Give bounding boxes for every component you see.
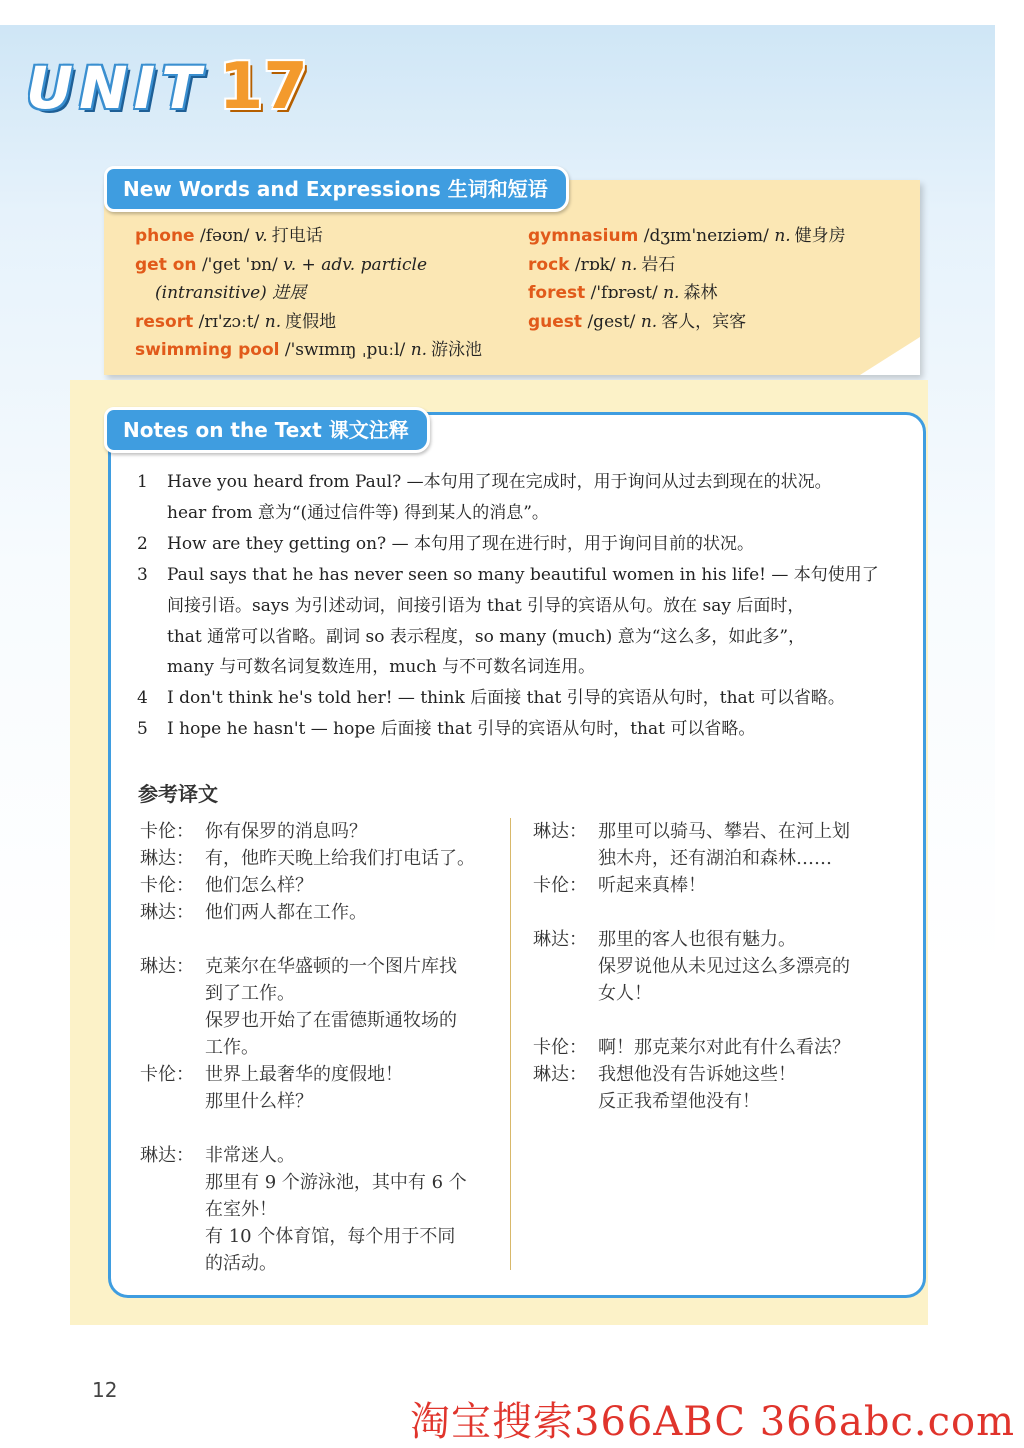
dialogue-text: 在室外！ [205,1199,277,1220]
dialogue-text: 保罗也开始了在雷德斯通牧场的 [205,1010,457,1031]
word-def: 客人，宾客 [661,311,747,332]
notes-header: Notes on the Text 课文注释 [104,407,430,453]
note-item [137,683,845,714]
unit-title [26,50,308,124]
dialogue-line [140,845,475,872]
dialogue-text: 那里什么样？ [205,1091,313,1112]
word-ipa: /'get 'ɒn/ [201,254,278,275]
dialogue-text: 保罗说他从未见过这么多漂亮的 [598,956,850,977]
note-line: Have you heard from Paul? —本句用了现在完成时，用于询问从过去到现在的状况。 [167,472,832,492]
word-ipa: /fəʊn/ [200,226,250,246]
dialogue-text: 听起来真棒！ [598,875,706,896]
dialogue-line [140,1223,455,1250]
dialogue-line [140,953,457,980]
translation-title: 参考译文 [138,782,218,806]
dialogue-text: 我想他没有告诉她这些！ [598,1064,796,1085]
note-number: 4 [137,688,148,708]
dialogue-text: 女人！ [598,983,652,1004]
word-ipa: /gest/ [587,311,636,332]
speaker: 琳达： [140,956,194,977]
note-item [137,529,754,560]
note-number: 5 [137,719,148,739]
note-line: How are they getting on? — 本句用了现在进行时，用于询问目前的状况。 [167,534,754,554]
dialogue-text: 你有保罗的消息吗？ [205,821,367,842]
word-term: gymnasium [528,226,639,246]
dialogue-line [140,1142,295,1169]
dialogue-text: 到了工作。 [205,983,295,1004]
word-def: 打电话 [271,226,323,246]
word-ipa: /rɪ'zɔːt/ [198,311,260,332]
unit-number: 17 [218,50,308,124]
note-line: many 与可数名词复数连用，much 与不可数名词连用。 [167,657,596,678]
dialogue-line [140,1088,313,1115]
speaker: 卡伦： [533,875,587,896]
note-number: 2 [137,534,148,554]
word-entry [528,222,908,251]
speaker: 琳达： [140,1145,194,1166]
dialogue-text: 克莱尔在华盛顿的一个图片库找 [205,956,457,977]
note-number: 3 [137,565,148,585]
speaker: 琳达： [533,929,587,950]
words-left-column [135,222,515,365]
word-entry [528,251,908,280]
word-entry [135,222,515,251]
note-line: I hope he hasn't — hope 后面接 that 引导的宾语从句时，that 可以省略。 [167,719,756,739]
note-number: 1 [137,472,148,492]
word-term: resort [135,311,194,332]
dialogue-line [140,1061,403,1088]
column-divider [510,818,511,1270]
dialogue-line [140,872,313,899]
word-term: phone [135,226,195,246]
words-right-column [528,222,908,336]
speaker: 卡伦： [140,821,194,842]
word-ipa: /rɒk/ [574,254,616,275]
speaker: 琳达： [533,821,587,842]
note-line: hear from 意为“(通过信件等) 得到某人的消息”。 [167,502,549,523]
word-pos: n. [774,226,791,246]
word-pos: v. + adv. particle [283,254,428,275]
word-entry [135,251,515,280]
dialogue-line [533,926,796,953]
word-def: 岩石 [641,254,676,275]
dialogue-text: 的活动。 [205,1253,277,1274]
dialogue-line [533,980,652,1007]
speaker: 琳达： [533,1064,587,1085]
word-pos: n. [621,254,638,275]
dialogue-text: 有 10 个体育馆，每个用于不同 [205,1226,456,1247]
dialogue-text: 世界上最奢华的度假地！ [205,1064,403,1085]
speaker: 琳达： [140,902,194,923]
dialogue-line [140,1169,467,1196]
dialogue-line [533,953,850,980]
dialogue-line [140,1250,277,1277]
dialogue-line [140,1034,259,1061]
note-line: Paul says that he has never seen so many beautiful women in his life! — 本句使用了 [167,565,879,585]
word-ipa: /dʒɪm'neɪziəm/ [643,226,769,246]
dialogue-line [533,872,706,899]
word-entry-continued [135,279,515,308]
speaker: 卡伦： [140,1064,194,1085]
word-pos: n. [410,340,428,360]
word-term: forest [528,283,586,303]
word-entry [528,279,908,308]
dialogue-text: 那里可以骑马、攀岩、在河上划 [598,821,850,842]
dialogue-line [140,899,367,926]
page-number: 12 [92,1378,118,1402]
note-line: 间接引语。says 为引述动词，间接引语为 that 引导的宾语从句。放在 say 后面时， [167,595,805,616]
word-def: (intransitive) 进展 [155,283,307,303]
dialogue-line [140,1007,457,1034]
dialogue-text: 反正我希望他没有！ [598,1091,760,1112]
note-item [137,714,756,745]
word-pos: v. [254,226,268,246]
word-def: 度假地 [285,311,337,332]
word-term: rock [528,254,570,275]
dialogue-line [140,818,367,845]
watermark-text: 淘宝搜索366ABC 366abc.com [410,1399,1016,1445]
word-pos: n. [640,311,658,332]
dialogue-text: 独木舟，还有湖泊和森林…… [598,848,832,869]
note-line: I don't think he's told her! — think 后面接 that 引导的宾语从句时，that 可以省略。 [167,688,845,708]
word-ipa: /'swɪmɪŋ ˌpuːl/ [284,340,406,360]
word-pos: n. [264,311,282,332]
speaker: 卡伦： [533,1037,587,1058]
dialogue-text: 他们怎么样？ [205,875,313,896]
dialogue-text: 工作。 [205,1037,259,1058]
word-entry [135,308,515,337]
dialogue-line [533,845,832,872]
words-header: New Words and Expressions 生词和短语 [104,166,569,212]
dialogue-line [533,1034,850,1061]
dialogue-line [533,1061,796,1088]
word-pos: n. [663,283,680,303]
note-item [137,467,832,529]
word-def: 游泳池 [431,340,483,360]
dialogue-line [140,1196,277,1223]
word-term: get on [135,254,197,275]
dialogue-text: 那里的客人也很有魅力。 [598,929,796,950]
dialogue-text: 有，他昨天晚上给我们打电话了。 [205,848,475,869]
word-ipa: /'fɒrəst/ [590,283,658,303]
word-term: swimming pool [135,340,280,360]
speaker: 卡伦： [140,875,194,896]
dialogue-text: 他们两人都在工作。 [205,902,367,923]
note-item [137,560,879,683]
dialogue-line [533,818,850,845]
dialogue-text: 啊！那克莱尔对此有什么看法？ [598,1037,850,1058]
speaker: 琳达： [140,848,194,869]
word-term: guest [528,311,583,332]
dialogue-line [533,1088,760,1115]
word-def: 健身房 [794,226,846,246]
word-entry [135,336,515,365]
word-entry [528,308,908,337]
dialogue-text: 非常迷人。 [205,1145,295,1166]
unit-word: UNIT [26,54,207,122]
dialogue-line [140,980,295,1007]
dialogue-text: 那里有 9 个游泳池，其中有 6 个 [205,1172,467,1193]
word-def: 森林 [683,283,718,303]
note-line: that 通常可以省略。副词 so 表示程度，so many (much) 意为“这么多，如此多”， [167,626,806,647]
